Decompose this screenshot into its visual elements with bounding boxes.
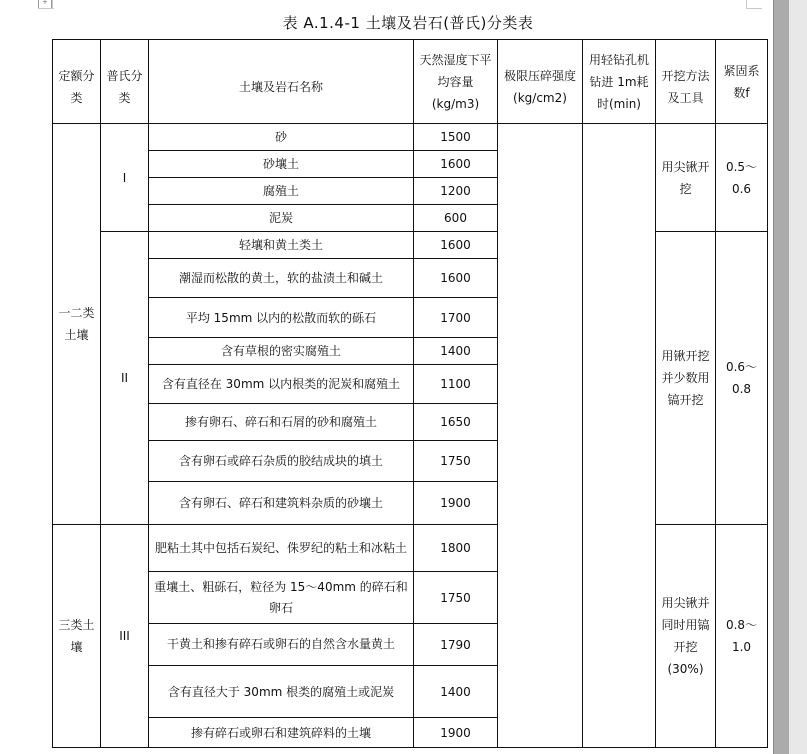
header-strength: 极限压碎强度(kg/cm2)	[498, 40, 583, 124]
density-value: 1900	[414, 718, 498, 748]
soil-name: 潮湿而松散的黄土，软的盐渍土和碱土	[149, 259, 414, 298]
header-name: 土壤及岩石名称	[149, 40, 414, 124]
coef-cell: 0.8～1.0	[716, 525, 768, 748]
soil-name: 掺有卵石、碎石和石屑的砂和腐殖土	[149, 404, 414, 441]
pu-cell: II	[101, 232, 149, 525]
coef-cell: 0.6～0.8	[716, 232, 768, 525]
density-value: 1750	[414, 441, 498, 482]
soil-name: 含有卵石或碎石杂质的胶结成块的填土	[149, 441, 414, 482]
density-value: 1500	[414, 124, 498, 151]
density-value: 1790	[414, 624, 498, 666]
table-row	[53, 525, 768, 572]
header-quota-class: 定额分类	[53, 40, 101, 124]
soil-name: 含有草根的密实腐殖土	[149, 338, 414, 365]
header-pu-class: 普氏分类	[101, 40, 149, 124]
table-row	[53, 124, 768, 151]
strength-cell	[498, 124, 583, 748]
method-cell: 用锹开挖并少数用镐开挖	[656, 232, 716, 525]
quota-cell: 三类土壤	[53, 525, 101, 748]
table-title: 表 A.1.4-1 土壤及岩石(普氏)分类表	[282, 14, 534, 32]
density-value: 1600	[414, 151, 498, 178]
soil-name: 重壤土、粗砾石，粒径为 15～40mm 的碎石和卵石	[149, 572, 414, 624]
density-value: 1400	[414, 666, 498, 718]
soil-name: 泥炭	[149, 205, 414, 232]
pu-cell: I	[101, 124, 149, 232]
soil-name: 轻壤和黄土类土	[149, 232, 414, 259]
density-value: 1600	[414, 259, 498, 298]
soil-name: 含有直径在 30mm 以内根类的泥炭和腐殖土	[149, 365, 414, 404]
margin-mark	[746, 0, 747, 8]
coef-cell: 0.5～0.6	[716, 124, 768, 232]
header-row	[53, 40, 768, 124]
soil-name: 掺有碎石或卵石和建筑碎料的土壤	[149, 718, 414, 748]
soil-name: 干黄土和掺有碎石或卵石的自然含水量黄土	[149, 624, 414, 666]
header-coef: 紧固系数f	[716, 40, 768, 124]
soil-name: 砂	[149, 124, 414, 151]
method-cell: 用尖锹开挖	[656, 124, 716, 232]
margin-mark	[38, 8, 54, 9]
density-value: 1650	[414, 404, 498, 441]
vertical-scrollbar[interactable]	[789, 0, 807, 754]
density-value: 1600	[414, 232, 498, 259]
table-anchor-icon[interactable]: +	[38, 0, 52, 9]
margin-mark	[746, 8, 762, 9]
soil-name: 砂壤土	[149, 151, 414, 178]
margin-mark	[52, 0, 53, 8]
soil-name: 腐殖土	[149, 178, 414, 205]
quota-cell: 一二类土壤	[53, 124, 101, 525]
header-density: 天然湿度下平均容量(kg/m3)	[414, 40, 498, 124]
method-cell: 用尖锹并同时用镐开挖(30%)	[656, 525, 716, 748]
header-drill-time: 用轻钻孔机钻进 1m耗时(min)	[583, 40, 656, 124]
soil-name: 含有卵石、碎石和建筑料杂质的砂壤土	[149, 482, 414, 525]
soil-name: 平均 15mm 以内的松散而软的砾石	[149, 298, 414, 338]
density-value: 1800	[414, 525, 498, 572]
soil-name: 含有直径大于 30mm 根类的腐殖土或泥炭	[149, 666, 414, 718]
table-row	[53, 232, 768, 259]
header-method: 开挖方法及工具	[656, 40, 716, 124]
drill-time-cell	[583, 124, 656, 748]
soil-name: 肥粘土其中包括石炭纪、侏罗纪的粘土和冰粘土	[149, 525, 414, 572]
density-value: 1750	[414, 572, 498, 624]
density-value: 1700	[414, 298, 498, 338]
density-value: 1100	[414, 365, 498, 404]
density-value: 1900	[414, 482, 498, 525]
soil-classification-table	[52, 39, 768, 748]
density-value: 600	[414, 205, 498, 232]
pu-cell: III	[101, 525, 149, 748]
density-value: 1400	[414, 338, 498, 365]
density-value: 1200	[414, 178, 498, 205]
